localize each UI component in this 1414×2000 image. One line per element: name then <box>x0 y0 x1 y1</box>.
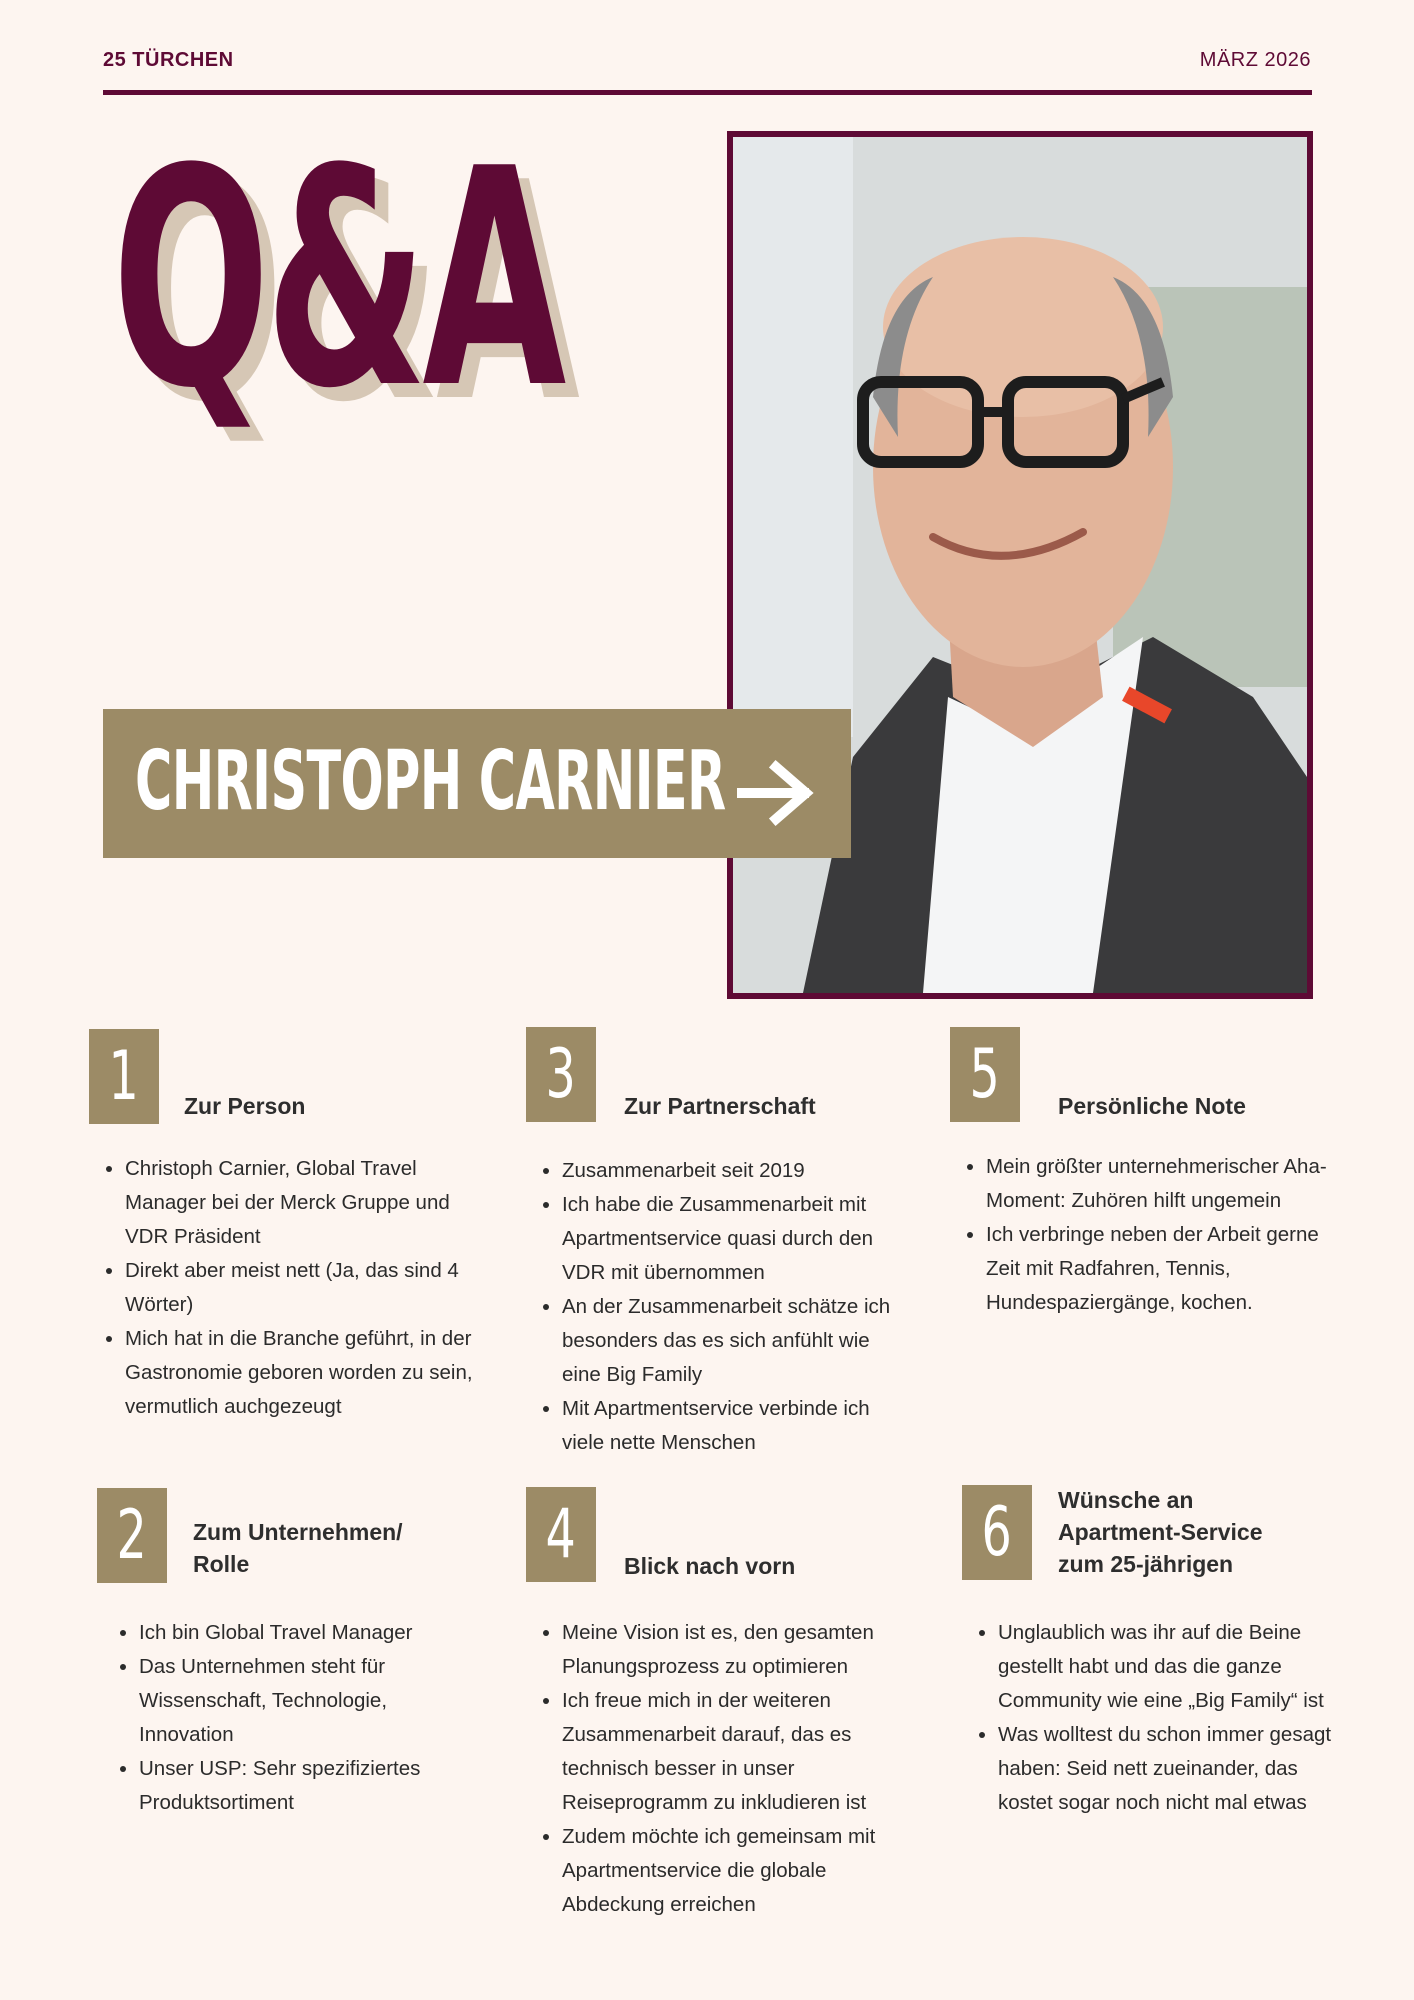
list-item: • Ich bin Global Travel Manager <box>139 1616 479 1650</box>
qa-title: Q&A <box>112 105 562 454</box>
section-list-2 <box>111 1616 479 1820</box>
section-title-zur-partnerschaft: Zur Partnerschaft <box>624 1093 816 1119</box>
list-item: • Christoph Carnier, Global Travel Manager bei der Merck Gruppe und VDR Präsident <box>125 1152 475 1254</box>
list-item: • Ich freue mich in der weiteren Zusammenarbeit darauf, das es technisch besser in unser Reiseprogramm zu inkludieren ist <box>562 1684 922 1820</box>
section-number-2: 2 <box>97 1488 167 1583</box>
section-title-wuensche: Wünsche an Apartment-Service zum 25-jährigen <box>1058 1487 1263 1577</box>
list-item: • Mit Apartmentservice verbinde ich viele nette Menschen <box>562 1392 914 1460</box>
arrow-right-icon <box>736 759 816 827</box>
name-banner <box>103 709 851 858</box>
list-item: • Ich habe die Zusammenarbeit mit Apartmentservice quasi durch den VDR mit übernommen <box>562 1188 914 1290</box>
list-item: • Direkt aber meist nett (Ja, das sind 4 Wörter) <box>125 1254 475 1322</box>
section-list-1 <box>97 1152 475 1424</box>
section-number-3: 3 <box>526 1027 596 1122</box>
section-title-zur-person: Zur Person <box>184 1093 306 1119</box>
section-number-1: 1 <box>89 1029 159 1124</box>
section-number-5: 5 <box>950 1027 1020 1122</box>
person-name: CHRISTOPH CARNIER <box>135 734 726 829</box>
list-item: • Ich verbringe neben der Arbeit gerne Zeit mit Radfahren, Tennis, Hundespaziergänge, kochen. <box>986 1218 1346 1320</box>
header-date: MÄRZ 2026 <box>1199 49 1311 71</box>
header-divider <box>103 90 1312 95</box>
header-label: 25 TÜRCHEN <box>103 49 234 71</box>
section-list-6 <box>970 1616 1352 1820</box>
section-number-6: 6 <box>962 1485 1032 1580</box>
list-item: • Unser USP: Sehr spezifiziertes Produktsortiment <box>139 1752 479 1820</box>
section-list-3 <box>534 1154 914 1460</box>
section-title-blick-nach-vorn: Blick nach vorn <box>624 1553 796 1579</box>
list-item: • Was wolltest du schon immer gesagt haben: Seid nett zueinander, das kostet sogar noch nicht mal etwas <box>998 1718 1352 1820</box>
list-item: • Mich hat in die Branche geführt, in der Gastronomie geboren worden zu sein, vermutlich auchgezeugt <box>125 1322 475 1424</box>
list-item: • Unglaublich was ihr auf die Beine gestellt habt und das die ganze Community wie eine „Big Family“ ist <box>998 1616 1352 1718</box>
section-number-4: 4 <box>526 1487 596 1582</box>
list-item: • Zusammenarbeit seit 2019 <box>562 1154 914 1188</box>
list-item: • Das Unternehmen steht für Wissenschaft, Technologie, Innovation <box>139 1650 479 1752</box>
list-item: • Zudem möchte ich gemeinsam mit Apartmentservice die globale Abdeckung erreichen <box>562 1820 922 1922</box>
section-list-4 <box>534 1616 922 1922</box>
section-title-persoenliche-note: Persönliche Note <box>1058 1093 1246 1119</box>
list-item: • Mein größter unternehmerischer Aha-Moment: Zuhören hilft ungemein <box>986 1150 1346 1218</box>
list-item: • An der Zusammenarbeit schätze ich besonders das es sich anfühlt wie eine Big Family <box>562 1290 914 1392</box>
section-list-5 <box>958 1150 1346 1320</box>
list-item: • Meine Vision ist es, den gesamten Planungsprozess zu optimieren <box>562 1616 922 1684</box>
portrait-photo <box>727 131 1313 999</box>
section-title-zum-unternehmen: Zum Unternehmen/ Rolle <box>193 1519 403 1577</box>
portrait-illustration <box>733 137 1307 993</box>
